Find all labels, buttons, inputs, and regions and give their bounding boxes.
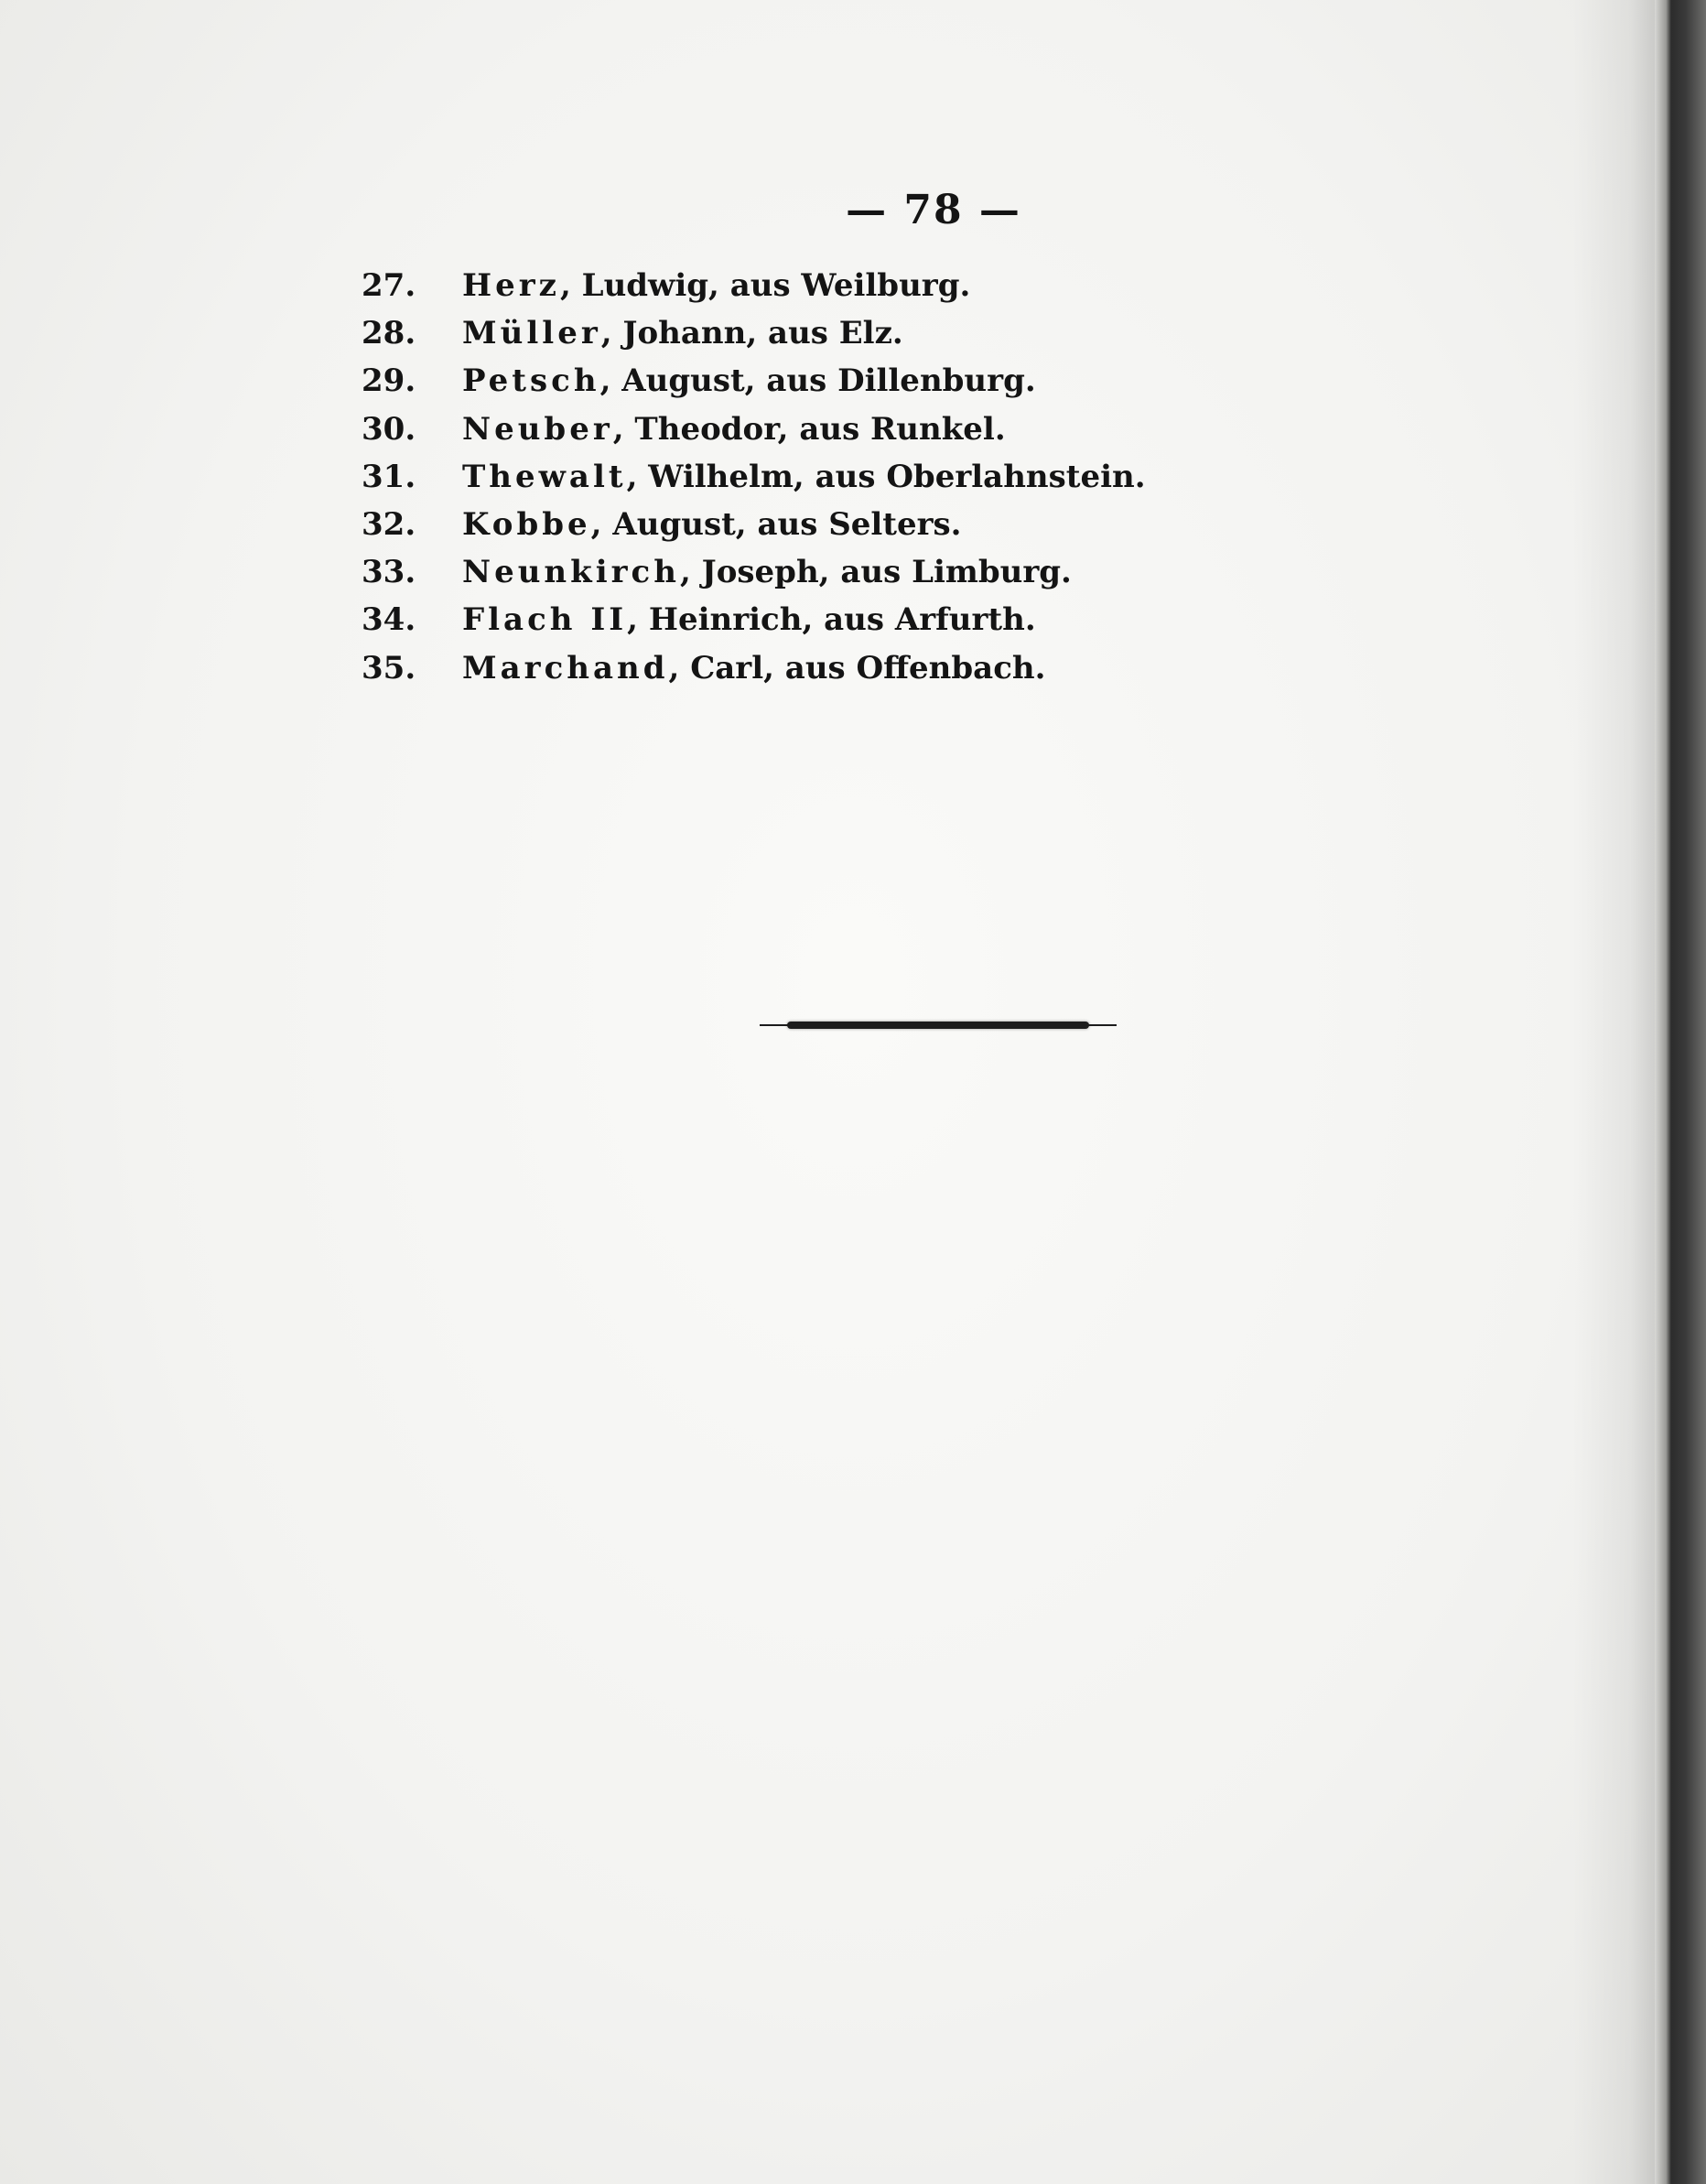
list-item <box>362 548 1277 596</box>
list-item <box>362 596 1277 643</box>
list-item <box>362 357 1277 405</box>
entry-number: 28. <box>362 315 416 352</box>
list-item <box>362 501 1277 548</box>
page-gutter-shadow <box>1572 0 1655 2184</box>
entry-surname: Marchand <box>462 649 669 687</box>
entry-number: 27. <box>362 267 416 304</box>
section-divider-rule <box>787 1022 1089 1029</box>
entry-number: 35. <box>362 649 416 687</box>
entry-details: , August, aus Selters. <box>590 505 962 543</box>
entry-surname: Flach II <box>462 601 628 639</box>
entry-surname: Thewalt <box>462 458 627 495</box>
name-list <box>362 262 1277 692</box>
list-item <box>362 644 1277 692</box>
entry-surname: Kobbe <box>462 505 591 543</box>
entry-number: 31. <box>362 458 416 495</box>
entry-number: 29. <box>362 362 416 400</box>
entry-details: , Joseph, aus Limburg. <box>679 554 1072 591</box>
list-item <box>362 309 1277 357</box>
entry-details: , Wilhelm, aus Oberlahnstein. <box>626 458 1146 495</box>
list-item <box>362 453 1277 501</box>
entry-details: , Johann, aus Elz. <box>600 315 903 352</box>
entry-number: 32. <box>362 505 416 543</box>
entry-surname: Herz <box>462 267 560 304</box>
entry-details: , August, aus Dillenburg. <box>599 362 1036 400</box>
list-item <box>362 262 1277 309</box>
entry-details: , Heinrich, aus Arfurth. <box>627 601 1036 639</box>
entry-number: 30. <box>362 410 416 448</box>
page-edge <box>1655 0 1706 2184</box>
entry-surname: Neunkirch <box>462 554 680 591</box>
entry-surname: Neuber <box>462 410 613 448</box>
entry-details: , Ludwig, aus Weilburg. <box>559 267 971 304</box>
entry-surname: Müller <box>462 315 601 352</box>
entry-number: 34. <box>362 601 416 639</box>
list-item <box>362 405 1277 453</box>
entry-details: , Theodor, aus Runkel. <box>612 410 1006 448</box>
page-number: — 78 — <box>846 187 1021 233</box>
entry-details: , Carl, aus Offenbach. <box>668 649 1046 687</box>
entry-number: 33. <box>362 554 416 591</box>
entry-surname: Petsch <box>462 362 600 400</box>
